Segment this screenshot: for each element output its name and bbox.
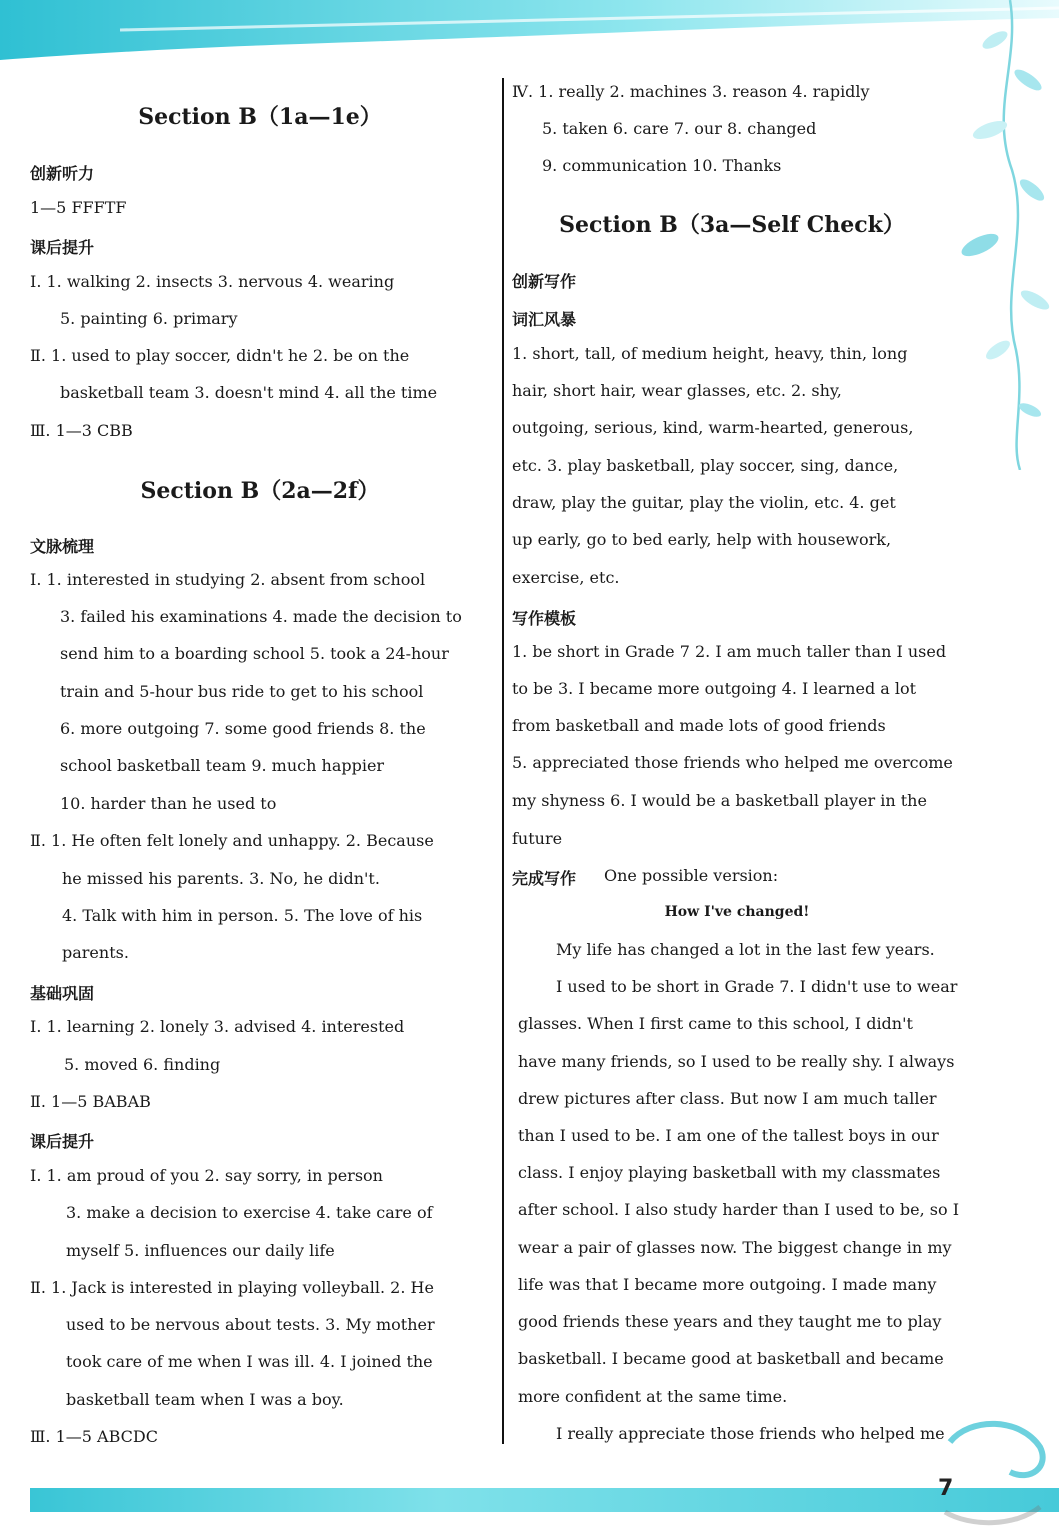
answer-line: 9. communication 10. Thanks [542, 156, 782, 175]
answer-line: 6. more outgoing 7. some good friends 8. the [60, 719, 426, 738]
column-divider [502, 78, 504, 1444]
watermark-logo [930, 1412, 1055, 1532]
essay-line: more confident at the same time. [518, 1387, 788, 1406]
answer-line: hair, short hair, wear glasses, etc. 2. shy, [512, 381, 842, 400]
answer-line: up early, go to bed early, help with housework, [512, 530, 892, 549]
answer-line: Ⅰ. 1. walking 2. insects 3. nervous 4. wearing [30, 272, 395, 291]
answer-line: Ⅳ. 1. really 2. machines 3. reason 4. rapidly [512, 82, 870, 101]
answer-line: 5. painting 6. primary [60, 309, 238, 328]
answer-line: Ⅱ. 1. Jack is interested in playing volleyball. 2. He [30, 1278, 434, 1297]
answer-line: 10. harder than he used to [60, 794, 277, 813]
answer-line: 1. be short in Grade 7 2. I am much taller than I used [512, 642, 947, 661]
answer-line: from basketball and made lots of good friends [512, 716, 886, 735]
vine-decoration [950, 0, 1059, 470]
essay-line: class. I enjoy playing basketball with my classmates [518, 1163, 941, 1182]
essay-title: How I've changed! [664, 904, 810, 920]
category-label: 完成写作 [512, 869, 577, 888]
category-label: 课后提升 [30, 1132, 95, 1151]
category-note: One possible version: [604, 866, 779, 885]
answer-line: 5. appreciated those friends who helped me overcome [512, 753, 953, 772]
essay-line: wear a pair of glasses now. The biggest change in my [518, 1238, 952, 1257]
answer-line: 5. taken 6. care 7. our 8. changed [542, 119, 817, 138]
category-label: 创新写作 [512, 272, 577, 291]
answer-line: he missed his parents. 3. No, he didn't. [62, 869, 380, 888]
answer-line: parents. [62, 943, 129, 962]
answer-line: school basketball team 9. much happier [60, 756, 385, 775]
answer-line: send him to a boarding school 5. took a 24-hour [60, 644, 449, 663]
answer-line: Ⅱ. 1. He often felt lonely and unhappy. 2. Because [30, 831, 434, 850]
answer-line: used to be nervous about tests. 3. My mother [66, 1315, 435, 1334]
essay-line: My life has changed a lot in the last few years. [556, 940, 935, 959]
category-label: 文脉梳理 [30, 537, 95, 556]
category-label: 写作模板 [512, 609, 577, 628]
essay-line: basketball. I became good at basketball and became [518, 1349, 944, 1368]
page-number: 7 [938, 1476, 954, 1501]
essay-line: drew pictures after class. But now I am much taller [518, 1089, 937, 1108]
essay-line: life was that I became more outgoing. I made many [518, 1275, 937, 1294]
answer-line: 4. Talk with him in person. 5. The love of his [62, 906, 423, 925]
section-title: Section B（2a—2f） [140, 478, 380, 504]
answer-line: 5. moved 6. finding [64, 1055, 221, 1074]
category-label: 课后提升 [30, 238, 95, 257]
answer-line: 1. short, tall, of medium height, heavy, thin, long [512, 344, 908, 363]
answer-line: my shyness 6. I would be a basketball player in the [512, 791, 927, 810]
essay-line: glasses. When I first came to this school, I didn't [518, 1014, 913, 1033]
answer-line: exercise, etc. [512, 568, 620, 587]
answer-line: Ⅰ. 1. interested in studying 2. absent from school [30, 570, 426, 589]
answer-line: took care of me when I was ill. 4. I joined the [66, 1352, 433, 1371]
answer-line: draw, play the guitar, play the violin, etc. 4. get [512, 493, 896, 512]
category-label: 基础巩固 [30, 984, 95, 1003]
category-label: 词汇风暴 [512, 310, 577, 329]
section-title: Section B（3a—Self Check） [559, 212, 905, 238]
essay-line: I used to be short in Grade 7. I didn't use to wear [556, 977, 958, 996]
answer-line: Ⅱ. 1—5 BABAB [30, 1092, 151, 1111]
essay-line: after school. I also study harder than I used to be, so I [518, 1200, 960, 1219]
essay-line: than I used to be. I am one of the tallest boys in our [518, 1126, 939, 1145]
answer-line: basketball team when I was a boy. [66, 1390, 344, 1409]
answer-line: myself 5. influences our daily life [66, 1241, 335, 1260]
category-label: 创新听力 [30, 164, 95, 183]
answer-line: etc. 3. play basketball, play soccer, sing, dance, [512, 456, 899, 475]
answer-line: Ⅲ. 1—3 CBB [30, 421, 133, 440]
top-decorative-band [0, 0, 1059, 60]
essay-line: I really appreciate those friends who helped me [556, 1424, 945, 1443]
answer-line: Ⅰ. 1. learning 2. lonely 3. advised 4. interested [30, 1017, 405, 1036]
answer-line: future [512, 829, 563, 848]
essay-line: good friends these years and they taught me to play [518, 1312, 942, 1331]
section-title: Section B（1a—1e） [138, 104, 382, 130]
answer-line: 3. make a decision to exercise 4. take care of [66, 1203, 433, 1222]
answer-line: 3. failed his examinations 4. made the decision to [60, 607, 462, 626]
answer-line: Ⅰ. 1. am proud of you 2. say sorry, in person [30, 1166, 383, 1185]
essay-line: have many friends, so I used to be really shy. I always [518, 1052, 955, 1071]
answer-line: train and 5-hour bus ride to get to his school [60, 682, 424, 701]
answer-line: 1—5 FFFTF [30, 198, 127, 217]
bottom-decorative-band [30, 1488, 1059, 1512]
answer-line: outgoing, serious, kind, warm-hearted, generous, [512, 418, 914, 437]
answer-line: Ⅱ. 1. used to play soccer, didn't he 2. be on the [30, 346, 410, 365]
answer-line: to be 3. I became more outgoing 4. I learned a lot [512, 679, 917, 698]
answer-line: basketball team 3. doesn't mind 4. all the time [60, 383, 438, 402]
answer-line: Ⅲ. 1—5 ABCDC [30, 1427, 158, 1446]
